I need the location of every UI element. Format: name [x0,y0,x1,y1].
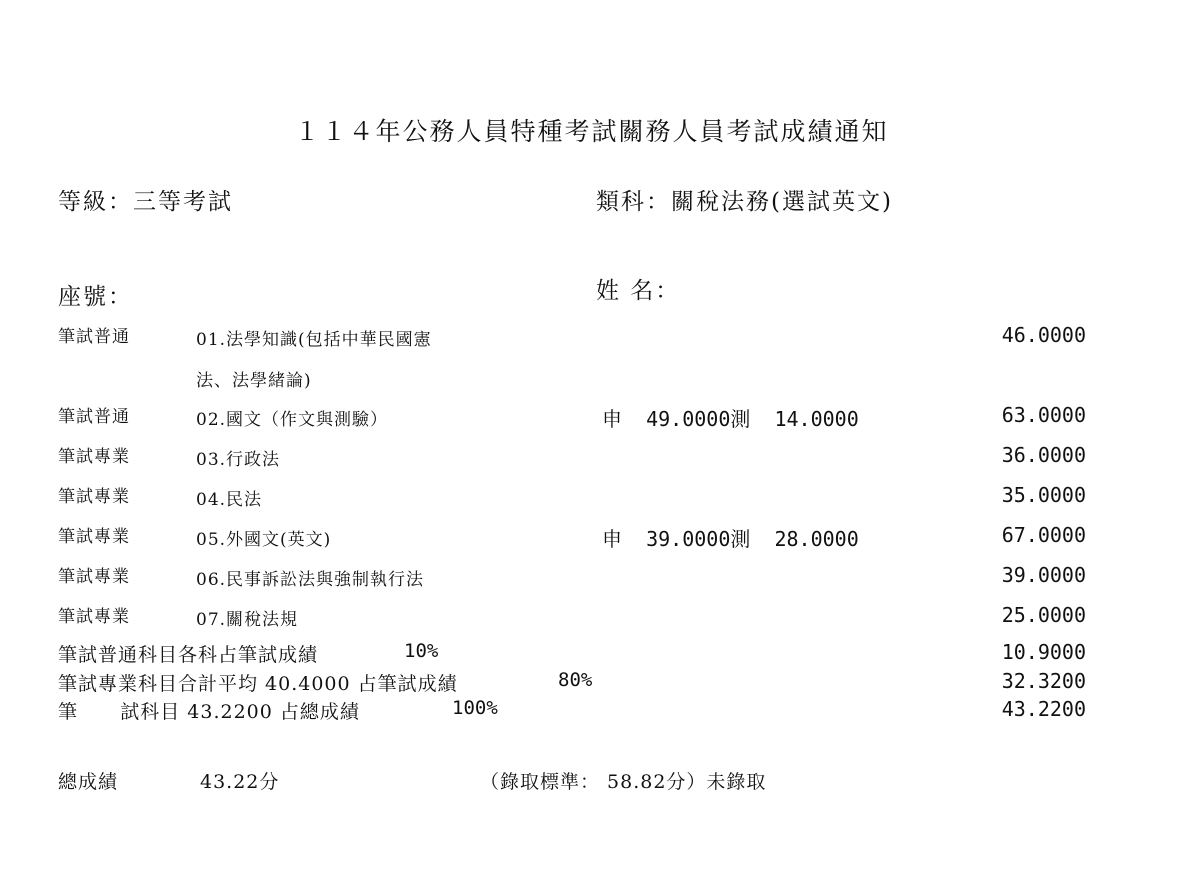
subject-name: 07.關稅法規 [196,610,299,630]
summary-score: 10.9000 [1001,640,1086,664]
summary-text: 筆試專業科目合計平均 40.4000 占筆試成績 [58,673,458,695]
subject-score: 39.0000 [1001,563,1086,587]
subject-type: 筆試專業 [58,607,130,627]
summary-percent: 100% [452,697,498,719]
category-field [596,183,893,216]
subject-name: 06.民事訴訟法與強制執行法 [196,570,425,590]
subject-name: 03.行政法 [196,450,281,470]
total-value: 43.22分 [200,771,280,793]
name-label: 姓 名： [596,278,681,304]
subject-score: 46.0000 [1001,323,1086,347]
summary-text: 筆 試科目 43.2200 占總成績 [58,701,360,723]
subject-type: 筆試專業 [58,487,130,507]
total-label: 總成績 [58,771,119,793]
seat-label: 座號： [58,284,133,310]
admission-standard: （錄取標準： 58.82分）未錄取 [480,771,767,793]
subject-score: 36.0000 [1001,443,1086,467]
subject-name-continued: 法、法學緒論) [196,371,312,391]
subject-type: 筆試專業 [58,567,130,587]
page-title: １１４年公務人員特種考試關務人員考試成績通知 [294,117,889,146]
subject-type: 筆試普通 [58,407,130,427]
subject-type: 筆試專業 [58,447,130,467]
subject-type: 筆試普通 [58,327,130,347]
subject-name: 02.國文（作文與測驗） [196,410,389,430]
level-value: 三等考試 [133,189,233,215]
subject-detail: 申 49.0000測 14.0000 [602,407,859,431]
subject-name: 01.法學知識(包括中華民國憲 [196,330,432,350]
subject-score: 63.0000 [1001,403,1086,427]
category-label: 類科： [596,189,671,215]
summary-text: 筆試普通科目各科占筆試成績 [58,644,319,666]
subject-score: 25.0000 [1001,603,1086,627]
subject-detail: 申 39.0000測 28.0000 [602,527,859,551]
summary-score: 43.2200 [1001,697,1086,721]
summary-percent: 10% [404,640,439,662]
summary-percent: 80% [558,669,593,691]
level-field [58,183,233,216]
subject-score: 35.0000 [1001,483,1086,507]
subject-name: 05.外國文(英文) [196,530,332,550]
level-label: 等級： [58,189,133,215]
summary-score: 32.3200 [1001,669,1086,693]
subject-name: 04.民法 [196,490,263,510]
category-value: 關稅法務(選試英文) [671,189,893,215]
subject-score: 67.0000 [1001,523,1086,547]
subject-type: 筆試專業 [58,527,130,547]
